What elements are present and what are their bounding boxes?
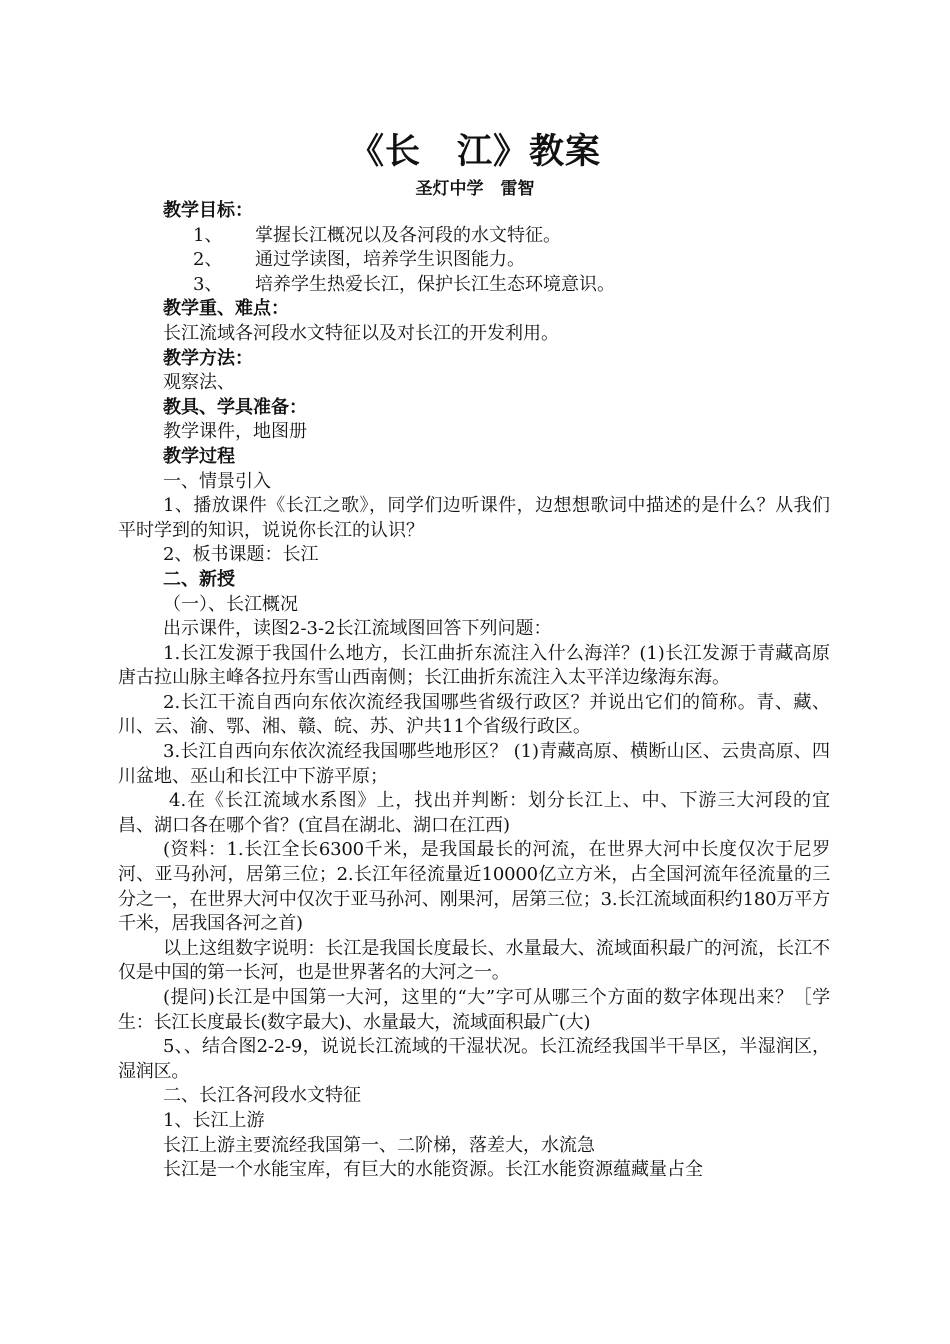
question-5: 5、、结合图2-2-9，说说长江流域的干湿状况。长江流经我国半干旱区，半湿润区，湿润区。	[118, 1036, 830, 1082]
author-line: 圣灯中学 雷智	[415, 179, 535, 199]
document-title: 《长 江》教案	[348, 131, 601, 172]
question-paragraph: (提问)长江是中国第一大河，这里的“大”字可从哪三个方面的数字体现出来？［学生：长江长度最长(数字最大)、水量最大，流域面积最广(大)	[118, 987, 830, 1033]
overview-intro: 出示课件，读图2-3-2长江流域图回答下列问题：	[163, 618, 552, 640]
method-heading: 教学方法：	[163, 347, 253, 369]
intro-paragraph-2: 2、板书课题：长江	[163, 544, 319, 566]
tools-text: 教学课件，地图册	[163, 421, 307, 443]
overview-heading: （一）、长江概况	[163, 593, 298, 615]
goal-item: 3、 培养学生热爱长江，保护长江生态环境意识。	[193, 273, 615, 295]
document-body	[118, 199, 830, 1183]
goal-item: 1、 掌握长江概况以及各河段的水文特征。	[193, 224, 561, 246]
tools-heading: 教具、学具准备：	[163, 396, 307, 418]
upper-reach-paragraph: 长江上游主要流经我国第一、二阶梯，落差大，水流急	[163, 1134, 595, 1156]
question-4: 4.在《长江流域水系图》上，找出并判断：划分长江上、中、下游三大河段的宜昌、湖口各在哪个省？(宜昌在湖北、湖口在江西)	[118, 790, 830, 836]
upper-reach-heading: 1、长江上游	[163, 1109, 265, 1131]
process-heading: 教学过程	[163, 445, 235, 467]
method-text: 观察法、	[163, 372, 235, 394]
key-text: 长江流域各河段水文特征以及对长江的开发利用。	[163, 322, 559, 344]
data-note: (资料：1.长江全长6300千米，是我国最长的河流，在世界大河中长度仅次于尼罗河、亚马孙河，居第三位；2.长江年径流量近10000亿立方米，占全国河流年径流量的三分之一，在世界大河中仅次于亚马孙河、刚果河，居第三位；3.长江流域面积约180万平方千米，居我国各河之首)	[118, 839, 830, 935]
upper-reach-paragraph-2: 长江是一个水能宝库，有巨大的水能资源。长江水能资源蕴藏量占全	[163, 1159, 703, 1181]
new-lesson-heading: 二、新授	[163, 568, 235, 590]
question-1: 1.长江发源于我国什么地方，长江曲折东流注入什么海洋？(1)长江发源于青藏高原唐古拉山脉主峰各拉丹东雪山西南侧；长江曲折东流注入太平洋边缘海东海。	[118, 642, 830, 689]
intro-heading: 一、情景引入	[163, 470, 271, 492]
question-2: 2.长江干流自西向东依次流经我国哪些省级行政区？并说出它们的简称。青、藏、川、云、渝、鄂、湘、赣、皖、苏、沪共11个省级行政区。	[118, 691, 830, 738]
goal-item: 2、 通过学读图，培养学生识图能力。	[193, 249, 525, 271]
goals-heading: 教学目标：	[163, 200, 253, 221]
summary-paragraph: 以上这组数字说明：长江是我国长度最长、水量最大、流域面积最广的河流，长江不仅是中国的第一长河，也是世界著名的大河之一。	[118, 937, 830, 984]
intro-paragraph: 1、播放课件《长江之歌》，同学们边听课件，边想想歌词中描述的是什么？从我们平时学到的知识，说说你长江的认识？	[118, 495, 830, 541]
question-3: 3.长江自西向东依次流经我国哪些地形区？ (1)青藏高原、横断山区、云贵高原、四川盆地、巫山和长江中下游平原；	[118, 741, 830, 787]
key-heading: 教学重、难点：	[163, 298, 289, 320]
section-2-heading: 二、长江各河段水文特征	[163, 1085, 361, 1107]
